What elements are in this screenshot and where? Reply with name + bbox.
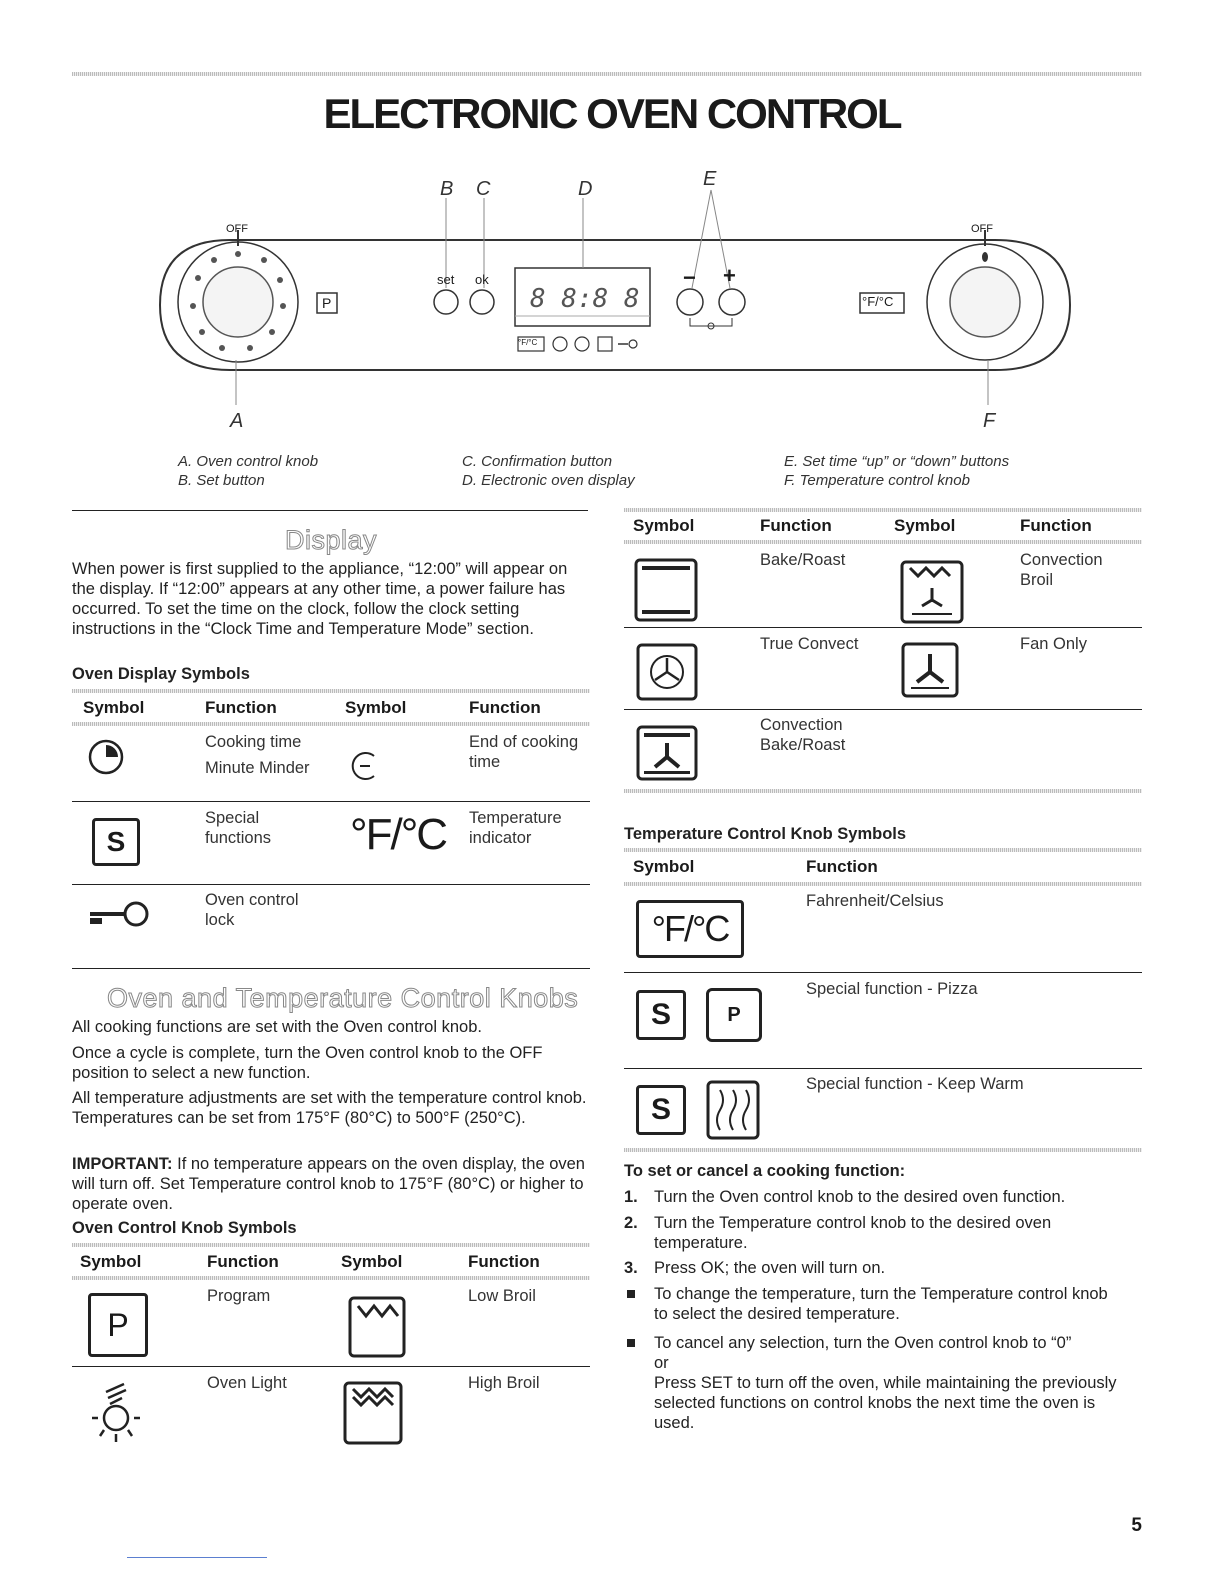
label-b: B <box>440 178 454 200</box>
knob-symbols-title: Oven Control Knob Symbols <box>72 1219 297 1237</box>
keep-warm-label: Special function - Keep Warm <box>806 1075 1024 1093</box>
convection-broil-icon <box>900 560 964 624</box>
knobs-top-rule <box>72 968 590 969</box>
temperature-indicator-label: Temperature indicator <box>469 809 562 847</box>
col-function-2: Function <box>469 698 541 717</box>
col-symbol-1: Symbol <box>83 698 145 717</box>
plus-sign: + <box>723 263 736 288</box>
end-time-icon <box>350 748 380 782</box>
knob-col-function-1: Function <box>207 1252 279 1271</box>
pizza-s-icon: S <box>636 990 686 1040</box>
fahrenheit-celsius-label: Fahrenheit/Celsius <box>806 892 944 910</box>
status-fc: °F/°C <box>518 338 538 347</box>
fc-key[interactable]: °F/°C <box>862 294 894 309</box>
knob-row-rule <box>72 1366 590 1367</box>
pizza-icon: P <box>706 988 762 1042</box>
bullet-1-marker <box>627 1290 635 1298</box>
pizza-label: Special function - Pizza <box>806 980 978 998</box>
bullet-2-marker <box>627 1339 635 1347</box>
temp-knob-title: Temperature Control Knob Symbols <box>624 825 907 843</box>
knobs-heading: Oven and Temperature Control Knobs <box>107 983 579 1013</box>
col-function-1: Function <box>205 698 277 717</box>
keep-warm-s-icon: S <box>636 1085 686 1135</box>
off-label-right: OFF <box>971 223 993 235</box>
bullet-2-or: or <box>654 1354 669 1372</box>
t-col-function: Function <box>806 857 878 876</box>
minus-sign: − <box>683 265 696 290</box>
bullet-2-text-a: To cancel any selection, turn the Oven control knob to “0” <box>654 1334 1072 1352</box>
important-text: If no temperature appears on the oven display, the oven will turn off. Set Temperature control knob to 175°F (80°C) or higher to operate oven. <box>72 1155 585 1213</box>
fahrenheit-celsius-icon: °F/°C <box>636 900 744 958</box>
true-convect-icon <box>636 643 698 701</box>
display-body: When power is first supplied to the appliance, “12:00” will appear on the display. If “12:00” appears at any other time, a power failure has occurred. To set the time on the clock, follow the clock setting instructions in the “Clock Time and Temperature Mode” section. <box>72 560 568 638</box>
bake-roast-icon <box>634 558 698 622</box>
true-convect-label: True Convect <box>760 635 859 653</box>
set-label: set <box>437 272 455 287</box>
high-broil-icon <box>343 1381 403 1445</box>
special-functions-label: Special functions <box>205 809 272 847</box>
minute-minder-label: Minute Minder <box>205 759 310 777</box>
oven-lock-label: Oven control lock <box>205 891 299 929</box>
knob-col-function-2: Function <box>468 1252 540 1271</box>
right-table-rule <box>624 508 1142 512</box>
step-2-text: Turn the Temperature control knob to the desired oven temperature. <box>654 1214 1052 1252</box>
low-broil-label: Low Broil <box>468 1287 536 1305</box>
temp-table-rule <box>624 848 1142 852</box>
oven-light-icon <box>88 1380 148 1450</box>
high-broil-label: High Broil <box>468 1374 540 1392</box>
fan-only-label: Fan Only <box>1020 635 1087 653</box>
right-table-rule2 <box>624 540 1142 544</box>
label-e: E <box>703 168 717 190</box>
label-c: C <box>476 178 491 200</box>
legend-b: B. Set button <box>178 472 265 489</box>
oven-light-label: Oven Light <box>207 1374 287 1392</box>
page-number: 5 <box>1131 1515 1142 1536</box>
program-label: Program <box>207 1287 271 1305</box>
row-rule-1 <box>72 801 590 802</box>
display-digits: 8 8:8 8 <box>530 284 640 314</box>
top-rule <box>72 72 1142 76</box>
t-table-bottom-rule <box>624 1148 1142 1152</box>
keep-warm-icon <box>706 1080 760 1140</box>
r-col-function-1: Function <box>760 516 832 535</box>
r-row-rule-1 <box>624 627 1142 628</box>
r-col-symbol-2: Symbol <box>894 516 956 535</box>
end-cooking-time-label: End of cooking time <box>469 733 579 771</box>
label-f: F <box>983 410 996 432</box>
lock-icon <box>86 898 156 934</box>
cooking-time-label: Cooking time <box>205 733 302 751</box>
bottom-link-underline <box>127 1557 267 1558</box>
legend-f: F. Temperature control knob <box>784 472 970 489</box>
temp-indicator-symbol: °F/°C <box>350 810 447 859</box>
page-title: ELECTRONIC OVEN CONTROL <box>323 90 901 137</box>
t-row-rule-1 <box>624 972 1142 973</box>
bake-roast-label: Bake/Roast <box>760 551 846 569</box>
off-label-left: OFF <box>226 223 248 235</box>
howto-title: To set or cancel a cooking function: <box>624 1162 906 1180</box>
temp-table-rule2 <box>624 882 1142 886</box>
convection-bake-label: Convection Bake/Roast <box>760 716 846 754</box>
knob-table-rule <box>72 1243 590 1247</box>
special-functions-icon: S <box>92 818 140 866</box>
display-table-rule2 <box>72 722 590 726</box>
knobs-p3: All temperature adjustments are set with the temperature control knob. Temperatures can be set from 175°F (80°C) to 500°F (250°C). <box>72 1089 587 1127</box>
ok-label: ok <box>475 272 489 287</box>
r-col-function-2: Function <box>1020 516 1092 535</box>
display-top-rule <box>72 510 588 511</box>
knobs-p2: Once a cycle is complete, turn the Oven control knob to the OFF position to select a new function. <box>72 1044 543 1082</box>
important-label: IMPORTANT: <box>72 1155 173 1173</box>
bullet-2-text-b: Press SET to turn off the oven, while maintaining the previously selected functions on control knobs the next time the oven is used. <box>654 1374 1117 1432</box>
r-table-bottom-rule <box>624 789 1142 793</box>
p-key[interactable]: P <box>322 295 332 311</box>
knob-col-symbol-2: Symbol <box>341 1252 403 1271</box>
label-a: A <box>230 410 244 432</box>
legend-e: E. Set time “up” or “down” buttons <box>784 453 1010 470</box>
t-row-rule-2 <box>624 1068 1142 1069</box>
convection-broil-label: Convection Broil <box>1020 551 1103 589</box>
knob-table-rule2 <box>72 1276 590 1280</box>
knobs-important <box>72 1154 590 1214</box>
row-rule-2 <box>72 884 590 885</box>
display-table-rule <box>72 689 590 693</box>
legend-d: D. Electronic oven display <box>462 472 635 489</box>
label-d: D <box>578 178 593 200</box>
low-broil-icon <box>348 1296 408 1360</box>
fan-only-icon <box>901 642 959 698</box>
step-1-num: 1. <box>624 1188 638 1206</box>
bullet-1-text: To change the temperature, turn the Temperature control knob to select the desired temperature. <box>654 1285 1108 1323</box>
knobs-p1: All cooking functions are set with the Oven control knob. <box>72 1018 482 1036</box>
knob-col-symbol-1: Symbol <box>80 1252 142 1271</box>
program-icon: P <box>88 1293 148 1357</box>
display-heading: Display <box>285 525 378 555</box>
step-2-num: 2. <box>624 1214 638 1232</box>
t-col-symbol: Symbol <box>633 857 695 876</box>
step-3-num: 3. <box>624 1259 638 1277</box>
step-3-text: Press OK; the oven will turn on. <box>654 1259 886 1277</box>
col-symbol-2: Symbol <box>345 698 407 717</box>
legend-a: A. Oven control knob <box>178 453 319 470</box>
clock-icon <box>86 737 126 777</box>
display-symbols-title: Oven Display Symbols <box>72 665 250 683</box>
legend-c: C. Confirmation button <box>462 453 613 470</box>
convection-bake-icon <box>636 725 698 781</box>
step-1-text: Turn the Oven control knob to the desired oven function. <box>654 1188 1066 1206</box>
r-col-symbol-1: Symbol <box>633 516 695 535</box>
r-row-rule-2 <box>624 709 1142 710</box>
